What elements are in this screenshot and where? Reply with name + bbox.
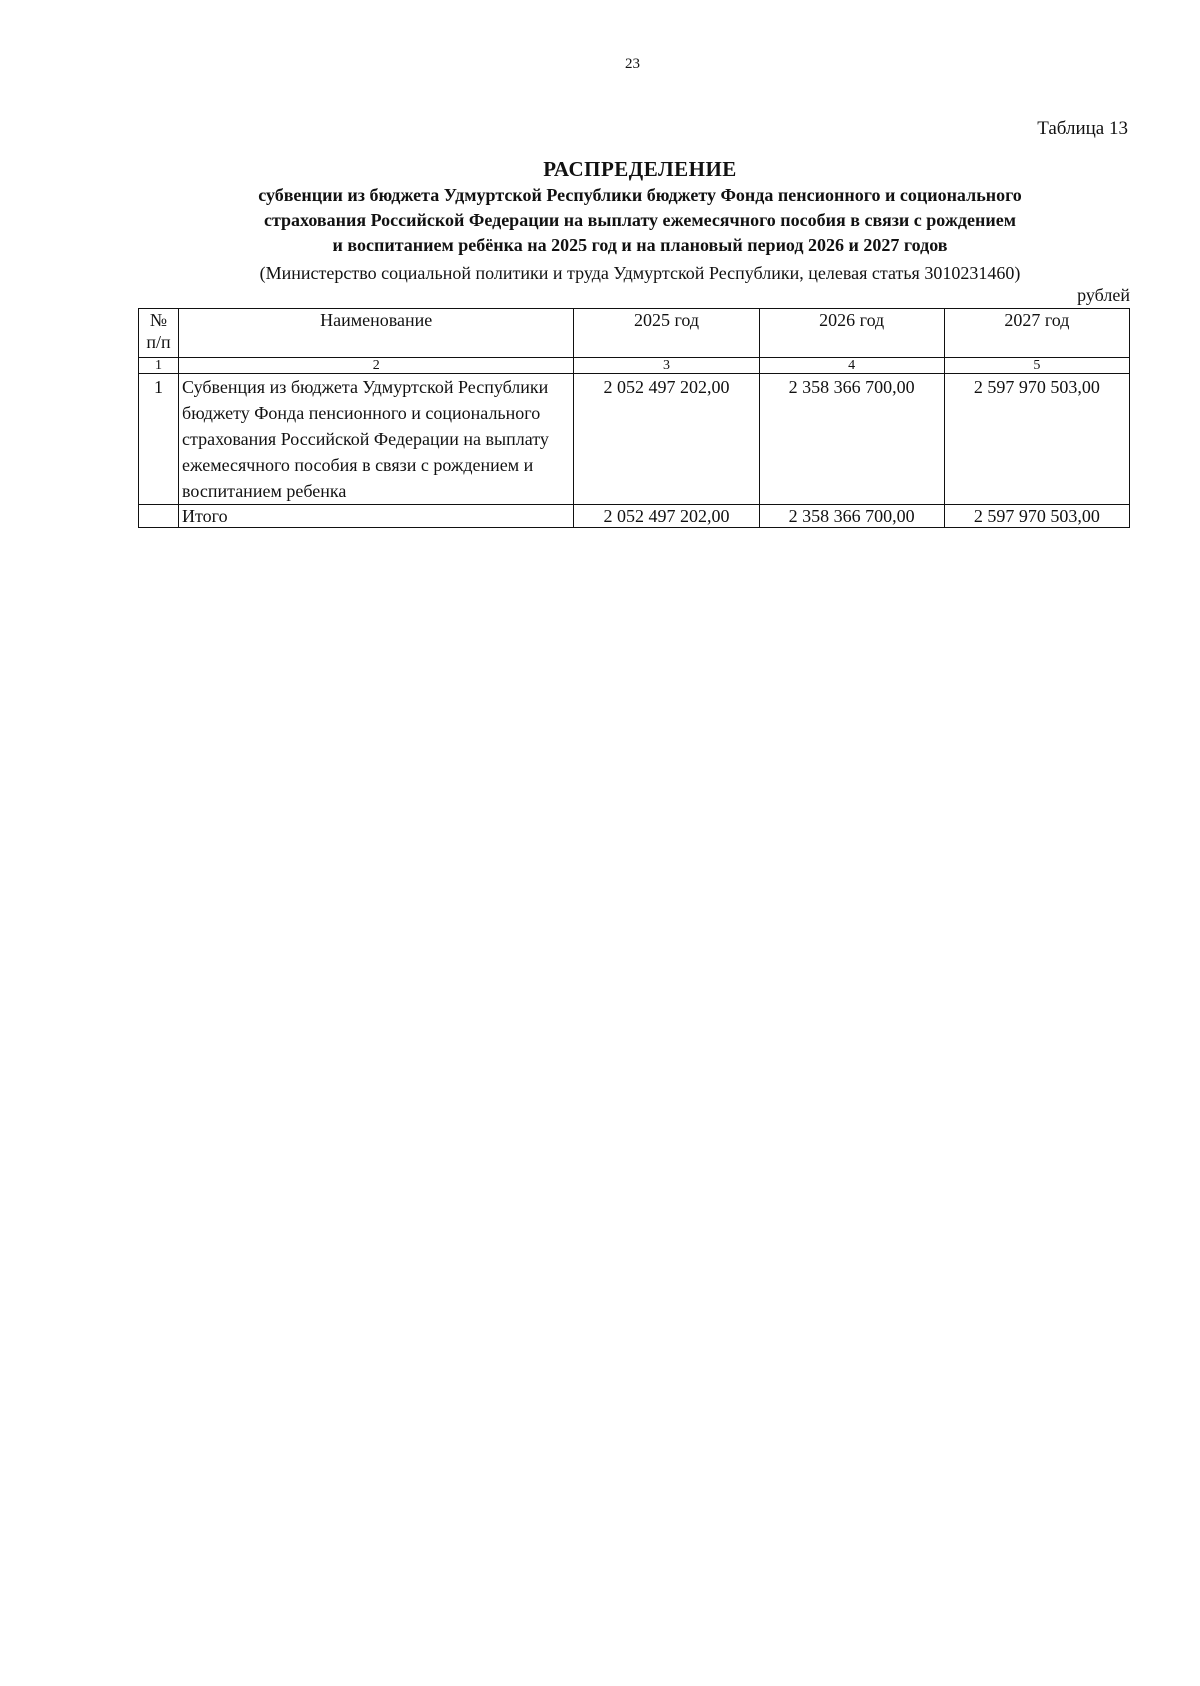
heading-line-3: и воспитанием ребёнка на 2025 год и на плановый период 2026 и 2027 годов <box>332 235 948 255</box>
row-name: Субвенция из бюджета Удмуртской Республики бюджету Фонда пенсионного и соционального страхования Российской Федерации на выплату ежемесячного пособия в связи с рождением и воспитанием ребенка <box>179 374 574 505</box>
table-header-row <box>139 309 1130 358</box>
header-2027: 2027 год <box>944 309 1129 358</box>
total-label: Итого <box>179 505 574 528</box>
table-row <box>139 374 1130 505</box>
header-2026: 2026 год <box>759 309 944 358</box>
row-value-2025: 2 052 497 202,00 <box>574 374 759 505</box>
header-num-line-2: п/п <box>146 332 171 352</box>
header-2025: 2025 год <box>574 309 759 358</box>
heading-line-2: страхования Российской Федерации на выплату ежемесячного пособия в связи с рождением <box>263 210 1016 230</box>
total-value-2025: 2 052 497 202,00 <box>574 505 759 528</box>
column-index-row <box>139 358 1130 374</box>
row-value-2027: 2 597 970 503,00 <box>944 374 1129 505</box>
total-value-2027: 2 597 970 503,00 <box>944 505 1129 528</box>
total-num-empty <box>139 505 179 528</box>
heading-line-1: субвенции из бюджета Удмуртской Республики бюджету Фонда пенсионного и соционального <box>258 185 1022 205</box>
column-index-4: 4 <box>759 358 944 374</box>
heading-title: РАСПРЕДЕЛЕНИЕ <box>543 157 737 181</box>
header-num-line-1: № <box>149 310 168 330</box>
column-index-3: 3 <box>574 358 759 374</box>
document-heading <box>140 155 1140 286</box>
total-row <box>139 505 1130 528</box>
column-index-5: 5 <box>944 358 1129 374</box>
heading-note: (Министерство социальной политики и труда Удмуртской Республики, целевая статья 3010231460) <box>259 263 1021 283</box>
table-label: Таблица 13 <box>1037 118 1128 139</box>
row-num: 1 <box>139 374 179 505</box>
column-index-1: 1 <box>139 358 179 374</box>
header-name: Наименование <box>179 309 574 358</box>
row-value-2026: 2 358 366 700,00 <box>759 374 944 505</box>
page-number: 23 <box>625 56 640 72</box>
column-index-2: 2 <box>179 358 574 374</box>
total-value-2026: 2 358 366 700,00 <box>759 505 944 528</box>
distribution-table <box>138 308 1130 528</box>
header-num <box>139 309 179 358</box>
unit-label: рублей <box>1077 285 1130 305</box>
